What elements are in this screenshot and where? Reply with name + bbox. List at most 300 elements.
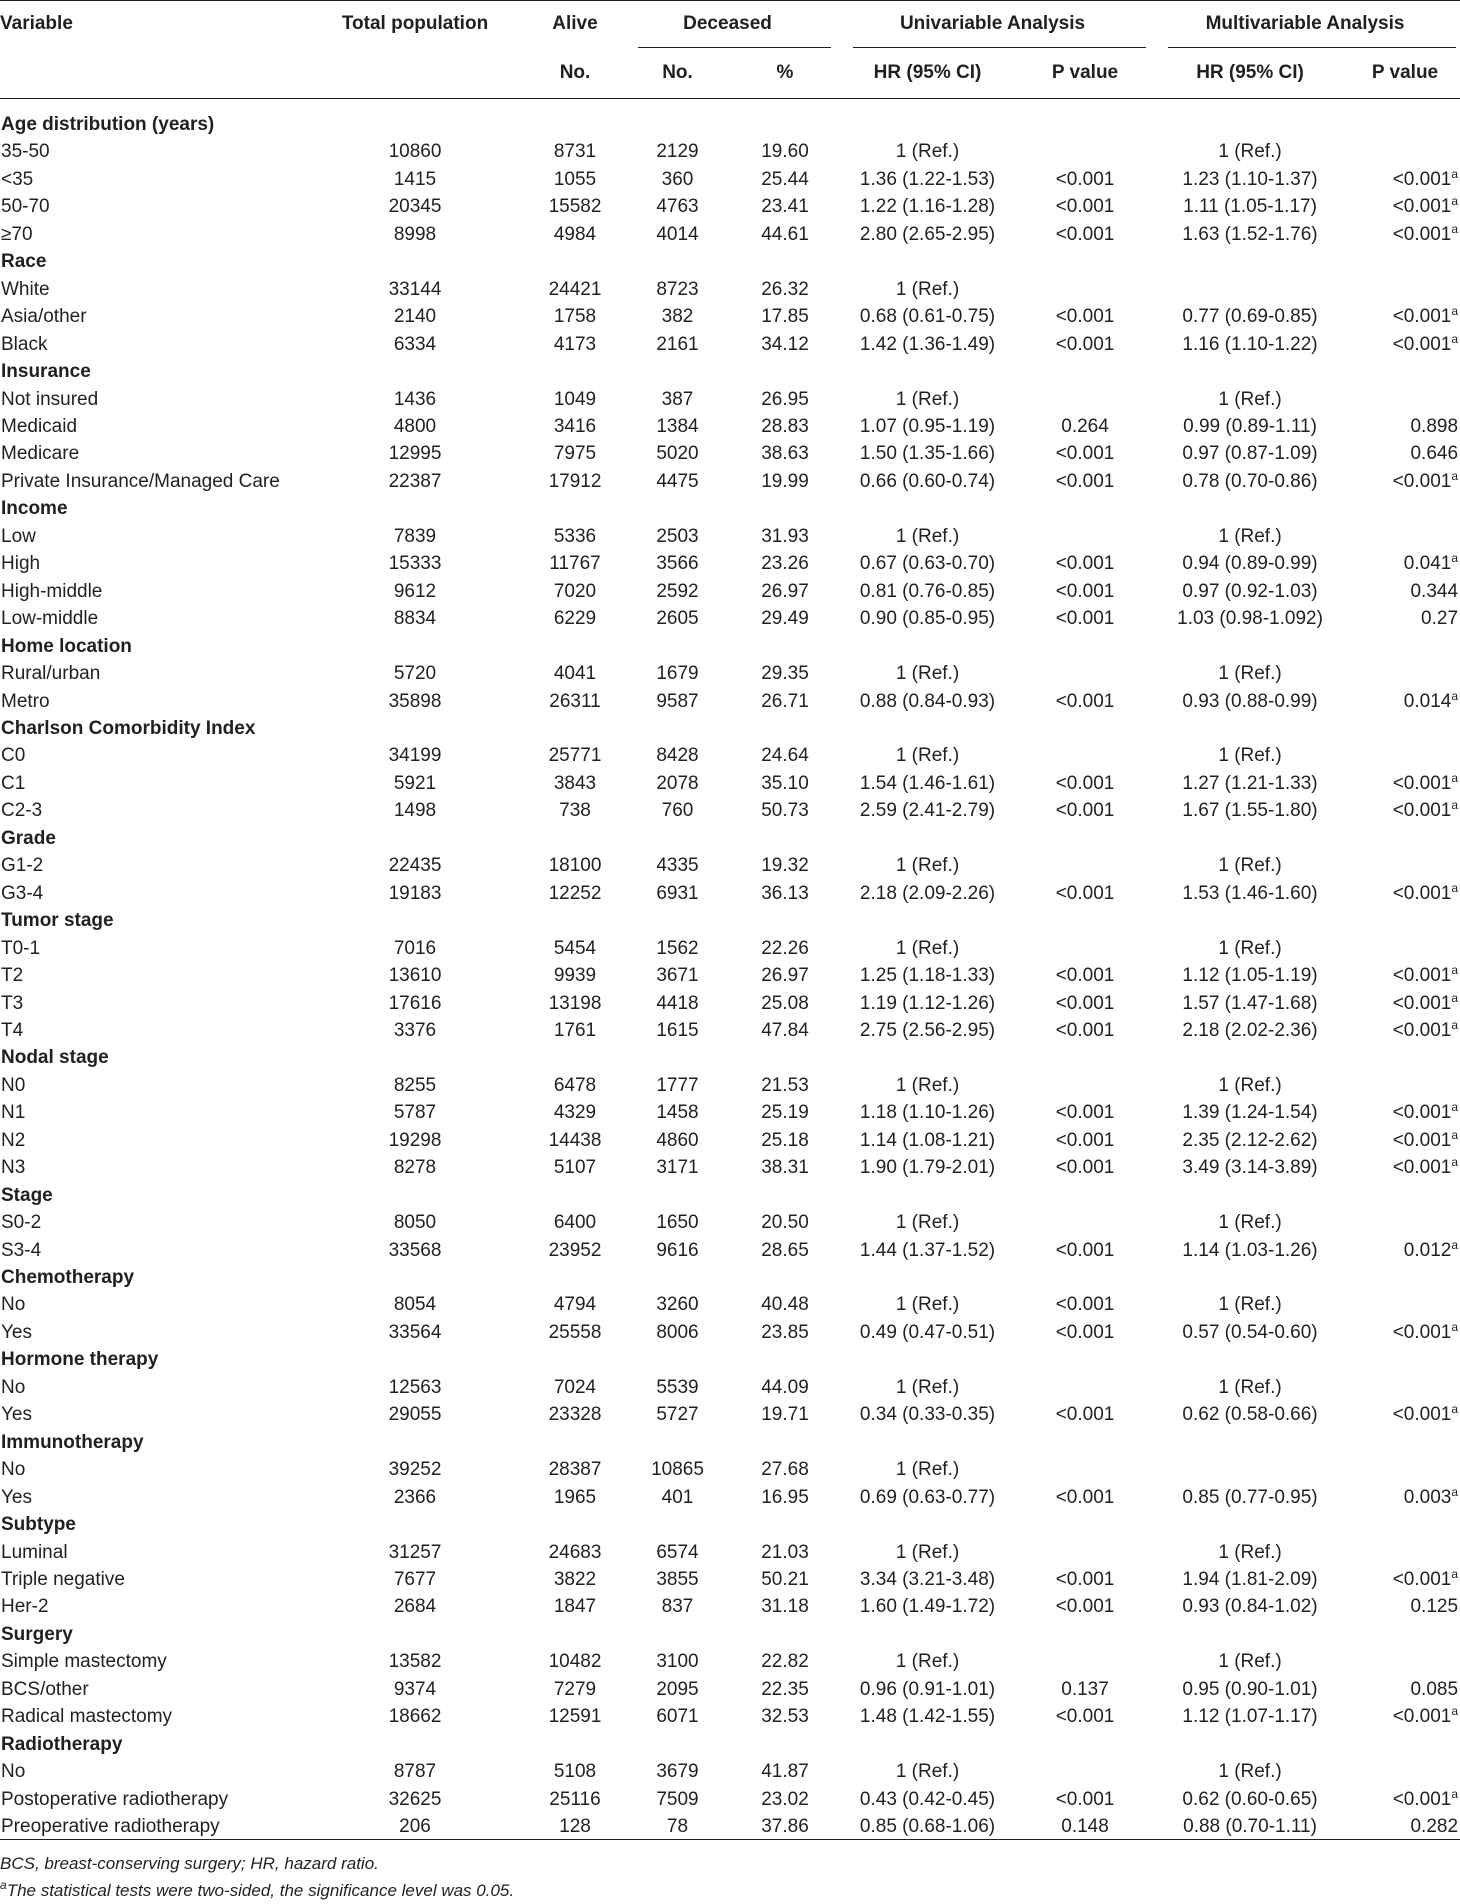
cell-multi-p	[1350, 1703, 1460, 1730]
cell-multi-p	[1350, 742, 1460, 769]
cell-variable-text: Her-2	[1, 1596, 49, 1618]
cell-uni-p	[1020, 1127, 1150, 1154]
cell-uni-p-text: <0.001	[1055, 1596, 1115, 1618]
cell-deceased-pct	[735, 523, 835, 550]
cell-multi-p	[1350, 1072, 1460, 1099]
cell-deceased-no	[620, 1127, 735, 1154]
cell-alive-no	[530, 440, 620, 467]
cell-uni-p	[1020, 1291, 1150, 1318]
cell-variable	[0, 852, 300, 879]
cell-variable	[0, 1566, 300, 1593]
significance-mark: a	[1451, 1402, 1459, 1417]
table-row	[0, 1758, 1460, 1785]
cell-uni-p	[1020, 1374, 1150, 1401]
table-row	[0, 1539, 1460, 1566]
cell-alive-no-text: 23952	[548, 1239, 602, 1261]
cell-alive-no	[530, 1484, 620, 1511]
table-row	[0, 1072, 1460, 1099]
group-label: Nodal stage	[1, 1047, 109, 1069]
cell-uni-p	[1020, 605, 1150, 632]
cell-uni-hr	[835, 1786, 1020, 1813]
cell-deceased-pct	[735, 660, 835, 687]
cell-total-text: 33568	[388, 1239, 442, 1261]
cell-multi-p-text: <0.001	[1392, 882, 1452, 904]
header-uni-p: P value	[1020, 48, 1150, 99]
group-label: Immunotherapy	[1, 1431, 144, 1453]
cell-deceased-no	[620, 138, 735, 165]
footnote-mark: a	[0, 1878, 7, 1892]
cell-deceased-pct-text: 40.48	[761, 1294, 809, 1316]
cell-uni-hr-text: 1.07 (0.95-1.19)	[859, 415, 996, 437]
cell-alive-no-text: 15582	[548, 196, 602, 218]
cell-variable-text: ≥70	[1, 223, 33, 245]
cell-deceased-pct-text: 38.63	[761, 443, 809, 465]
cell-alive-no-text: 28387	[548, 1459, 602, 1481]
cell-deceased-no	[620, 1209, 735, 1236]
cell-alive-no	[530, 1209, 620, 1236]
significance-mark: a	[1451, 990, 1459, 1005]
cell-total	[300, 990, 530, 1017]
cell-variable	[0, 413, 300, 440]
cell-total	[300, 221, 530, 248]
cell-multi-hr	[1150, 1456, 1350, 1483]
cell-uni-hr	[835, 1593, 1020, 1620]
cell-total	[300, 1291, 530, 1318]
cell-deceased-pct	[735, 1127, 835, 1154]
cell-variable-text: Metro	[1, 690, 50, 712]
cell-deceased-no-text: 4860	[656, 1129, 699, 1151]
cell-total	[300, 578, 530, 605]
cell-deceased-pct	[735, 688, 835, 715]
cell-multi-p-text: 0.125	[1410, 1596, 1459, 1618]
cell-uni-p	[1020, 1017, 1150, 1044]
cell-deceased-no	[620, 962, 735, 989]
cell-uni-p	[1020, 1154, 1150, 1181]
cell-total-text: 7839	[393, 525, 437, 547]
group-label: Income	[1, 498, 68, 520]
cell-alive-no-text: 4329	[553, 1102, 597, 1124]
cell-deceased-no-text: 1650	[656, 1212, 699, 1234]
cell-total-text: 22435	[388, 855, 442, 877]
header-deceased-pct: %	[735, 48, 835, 99]
cell-total-text: 12563	[388, 1376, 442, 1398]
cell-deceased-pct-text: 27.68	[761, 1459, 809, 1481]
table-row	[0, 440, 1460, 467]
cell-multi-p-text: <0.001	[1392, 1019, 1452, 1041]
header-multivariable	[1150, 0, 1460, 48]
cell-variable	[0, 1237, 300, 1264]
cell-variable-text: High	[1, 553, 41, 575]
deceased-underline	[638, 47, 831, 48]
cell-multi-p-text: 0.003	[1403, 1486, 1452, 1508]
cell-deceased-pct	[735, 1099, 835, 1126]
cell-total	[300, 1374, 530, 1401]
cell-multi-hr-text: 0.97 (0.92-1.03)	[1182, 580, 1318, 602]
cell-multi-hr-text: 0.93 (0.84-1.02)	[1182, 1596, 1318, 1618]
cell-multi-p-text: <0.001	[1392, 333, 1452, 355]
cell-multi-p-text: <0.001	[1392, 470, 1452, 492]
cell-uni-hr	[835, 276, 1020, 303]
cell-alive-no-text: 4794	[553, 1294, 597, 1316]
cell-multi-hr	[1150, 935, 1350, 962]
cell-uni-p-text: <0.001	[1055, 1321, 1115, 1343]
cell-deceased-no	[620, 578, 735, 605]
cell-total	[300, 440, 530, 467]
cell-deceased-no	[620, 1484, 735, 1511]
cell-total-text: 5720	[393, 663, 437, 685]
footnote-abbreviations: BCS, breast-conserving surgery; HR, hazard ratio.	[0, 1854, 379, 1873]
cell-variable-text: No	[1, 1459, 26, 1481]
cell-deceased-pct	[735, 1758, 835, 1785]
cell-variable-text: S3-4	[1, 1239, 42, 1261]
cell-deceased-pct	[735, 1676, 835, 1703]
cell-uni-p	[1020, 1319, 1150, 1346]
cell-deceased-no	[620, 1374, 735, 1401]
table-row	[0, 1154, 1460, 1181]
table-body	[0, 99, 1460, 1841]
cell-uni-hr-text: 0.43 (0.42-0.45)	[859, 1788, 996, 1810]
group-row	[0, 1621, 1460, 1648]
cell-uni-hr-text: 1 (Ref.)	[895, 1651, 960, 1673]
cell-deceased-pct	[735, 1209, 835, 1236]
cell-alive-no	[530, 468, 620, 495]
cell-uni-hr	[835, 852, 1020, 879]
cell-deceased-no-text: 4335	[656, 855, 699, 877]
cell-uni-p-text: <0.001	[1055, 690, 1115, 712]
cell-alive-no-text: 12591	[548, 1706, 602, 1728]
cell-uni-hr	[835, 1676, 1020, 1703]
cell-alive-no-text: 1761	[553, 1019, 597, 1041]
cell-deceased-pct-text: 28.65	[761, 1239, 809, 1261]
cell-deceased-no-text: 4763	[656, 196, 699, 218]
table-row	[0, 770, 1460, 797]
cell-total-text: 17616	[388, 992, 442, 1014]
cell-multi-p-text: 0.014	[1403, 690, 1452, 712]
cell-multi-hr	[1150, 742, 1350, 769]
cell-alive-no-text: 9939	[553, 965, 597, 987]
cell-multi-hr-text: 0.94 (0.89-0.99)	[1182, 553, 1318, 575]
cell-deceased-pct	[735, 138, 835, 165]
cell-variable-text: White	[1, 278, 50, 300]
cell-variable-text: Preoperative radiotherapy	[1, 1816, 220, 1838]
cell-deceased-pct-text: 23.85	[761, 1321, 809, 1343]
cell-uni-hr	[835, 797, 1020, 824]
cell-uni-hr-text: 2.75 (2.56-2.95)	[859, 1019, 996, 1041]
header-empty-variable	[0, 48, 300, 99]
cell-total	[300, 1758, 530, 1785]
cell-multi-p-text: <0.001	[1392, 1102, 1452, 1124]
cell-uni-p	[1020, 276, 1150, 303]
cell-alive-no-text: 7975	[553, 443, 597, 465]
cell-alive-no	[530, 1127, 620, 1154]
cell-variable	[0, 1291, 300, 1318]
cell-variable	[0, 523, 300, 550]
header-multi-hr: HR (95% CI)	[1150, 48, 1350, 99]
cell-multi-hr-text: 1 (Ref.)	[1218, 745, 1282, 767]
table-row	[0, 1209, 1460, 1236]
cell-uni-hr-text: 1 (Ref.)	[895, 278, 960, 300]
cell-variable	[0, 138, 300, 165]
cell-multi-p	[1350, 1813, 1460, 1840]
cell-deceased-pct-text: 23.26	[761, 553, 809, 575]
cell-alive-no-text: 3843	[553, 772, 597, 794]
cell-multi-hr	[1150, 1374, 1350, 1401]
cell-deceased-pct	[735, 962, 835, 989]
table-row	[0, 386, 1460, 413]
cell-total	[300, 138, 530, 165]
cell-uni-p	[1020, 468, 1150, 495]
header-variable: Variable	[0, 13, 73, 34]
group-row	[0, 907, 1460, 934]
cell-deceased-pct	[735, 1648, 835, 1675]
table-row	[0, 166, 1460, 193]
cell-multi-hr-text: 1.11 (1.05-1.17)	[1183, 196, 1317, 218]
cell-uni-p	[1020, 660, 1150, 687]
cell-alive-no-text: 14438	[548, 1129, 602, 1151]
cell-alive-no	[530, 1374, 620, 1401]
cell-variable-text: Yes	[1, 1321, 32, 1343]
cell-deceased-pct-text: 26.95	[761, 388, 809, 410]
cell-total-text: 33144	[388, 278, 442, 300]
cell-multi-p	[1350, 1676, 1460, 1703]
cell-deceased-no-text: 837	[661, 1596, 694, 1618]
cell-alive-no-text: 26311	[549, 690, 601, 712]
cell-variable-text: No	[1, 1761, 26, 1783]
cell-deceased-no-text: 3566	[656, 553, 699, 575]
cell-variable	[0, 880, 300, 907]
group-label: Charlson Comorbidity Index	[1, 717, 256, 739]
cell-variable-text: N2	[1, 1129, 26, 1151]
cell-uni-hr-text: 1 (Ref.)	[895, 525, 960, 547]
cell-variable	[0, 1127, 300, 1154]
cell-variable-text: Black	[1, 333, 48, 355]
cell-multi-hr	[1150, 1703, 1350, 1730]
cell-uni-hr	[835, 1154, 1020, 1181]
table-row	[0, 660, 1460, 687]
cell-total-text: 3376	[393, 1019, 437, 1041]
cell-multi-hr	[1150, 1017, 1350, 1044]
cell-multi-p	[1350, 1154, 1460, 1181]
cell-variable-text: Private Insurance/Managed Care	[1, 470, 280, 492]
cell-uni-hr	[835, 1401, 1020, 1428]
cell-total	[300, 935, 530, 962]
cell-total	[300, 1127, 530, 1154]
cell-alive-no	[530, 276, 620, 303]
cell-alive-no	[530, 193, 620, 220]
group-row	[0, 1429, 1460, 1456]
cell-alive-no	[530, 688, 620, 715]
cell-deceased-pct-text: 26.71	[761, 690, 809, 712]
cell-uni-p	[1020, 386, 1150, 413]
cell-multi-hr-text: 1.14 (1.03-1.26)	[1182, 1239, 1318, 1261]
cell-variable-text: Medicare	[1, 443, 80, 465]
cell-variable	[0, 797, 300, 824]
cell-deceased-no	[620, 1676, 735, 1703]
cell-uni-p	[1020, 1813, 1150, 1840]
cell-uni-hr-text: 1 (Ref.)	[895, 1541, 960, 1563]
cell-variable-text: N1	[1, 1102, 26, 1124]
cell-total	[300, 1017, 530, 1044]
cell-multi-p	[1350, 221, 1460, 248]
cell-uni-p	[1020, 797, 1150, 824]
cell-alive-no	[530, 935, 620, 962]
significance-mark: a	[1451, 468, 1459, 483]
header-alive-no: No.	[530, 48, 620, 99]
cell-variable	[0, 1374, 300, 1401]
cell-multi-hr-text: 0.99 (0.89-1.11)	[1183, 415, 1317, 437]
cell-deceased-pct-text: 31.93	[761, 525, 809, 547]
header-uni-hr: HR (95% CI)	[835, 48, 1020, 99]
cell-variable	[0, 468, 300, 495]
cell-uni-hr-text: 1 (Ref.)	[895, 1376, 960, 1398]
cell-deceased-no-text: 2503	[656, 525, 699, 547]
cell-uni-p-text: <0.001	[1055, 1706, 1115, 1728]
cell-uni-p-text: <0.001	[1055, 1486, 1115, 1508]
cell-deceased-pct	[735, 1813, 835, 1840]
cell-alive-no	[530, 1154, 620, 1181]
cell-multi-hr-text: 2.18 (2.02-2.36)	[1182, 1019, 1318, 1041]
table-row	[0, 1291, 1460, 1318]
cell-multi-p	[1350, 1319, 1460, 1346]
cell-deceased-pct-text: 29.49	[761, 608, 809, 630]
significance-mark: a	[1451, 798, 1459, 813]
cell-alive-no	[530, 1237, 620, 1264]
significance-mark: a	[1451, 1484, 1459, 1499]
cell-deceased-pct-text: 25.08	[761, 992, 809, 1014]
cell-alive-no	[530, 1758, 620, 1785]
cell-deceased-no	[620, 1593, 735, 1620]
cell-multi-hr	[1150, 1401, 1350, 1428]
cell-multi-p-text: 0.27	[1421, 608, 1459, 630]
cell-deceased-pct-text: 35.10	[761, 772, 809, 794]
cell-multi-p	[1350, 880, 1460, 907]
cell-deceased-pct-text: 25.19	[761, 1102, 809, 1124]
cell-deceased-pct	[735, 1593, 835, 1620]
cell-alive-no-text: 128	[559, 1816, 591, 1838]
cell-deceased-pct	[735, 1456, 835, 1483]
cell-alive-no-text: 4984	[553, 223, 597, 245]
cell-variable	[0, 1456, 300, 1483]
cell-total-text: 20345	[388, 196, 442, 218]
cell-variable-text: G1-2	[1, 855, 44, 877]
cell-variable-text: Simple mastectomy	[1, 1651, 167, 1673]
cell-deceased-pct	[735, 440, 835, 467]
cell-multi-hr-text: 1 (Ref.)	[1218, 1376, 1282, 1398]
cell-alive-no-text: 25558	[548, 1321, 602, 1343]
cell-variable	[0, 1813, 300, 1840]
cell-uni-p	[1020, 303, 1150, 330]
cell-deceased-pct	[735, 1319, 835, 1346]
cell-multi-hr-text: 1 (Ref.)	[1218, 1294, 1282, 1316]
group-label: Age distribution (years)	[1, 114, 215, 135]
table-row	[0, 1401, 1460, 1428]
cell-alive-no	[530, 221, 620, 248]
cell-uni-hr	[835, 660, 1020, 687]
cell-deceased-no	[620, 276, 735, 303]
cell-deceased-no	[620, 797, 735, 824]
cell-multi-p	[1350, 1209, 1460, 1236]
cell-deceased-no	[620, 468, 735, 495]
cell-deceased-no-text: 6574	[656, 1541, 699, 1563]
table-row	[0, 1786, 1460, 1813]
cell-variable	[0, 1786, 300, 1813]
cell-uni-hr-text: 1 (Ref.)	[895, 1294, 960, 1316]
cell-deceased-pct-text: 19.60	[761, 141, 809, 163]
cell-multi-hr-text: 0.77 (0.69-0.85)	[1182, 306, 1318, 328]
cell-uni-p	[1020, 1237, 1150, 1264]
cell-deceased-no-text: 2592	[656, 580, 699, 602]
cell-uni-hr-text: 0.85 (0.68-1.06)	[859, 1816, 996, 1838]
cell-uni-hr	[835, 770, 1020, 797]
cell-alive-no	[530, 1291, 620, 1318]
cell-alive-no	[530, 1813, 620, 1840]
cell-multi-hr	[1150, 276, 1350, 303]
cell-multi-hr	[1150, 468, 1350, 495]
multivariable-underline	[1168, 47, 1456, 48]
cell-uni-hr-text: 1 (Ref.)	[895, 663, 960, 685]
cell-alive-no-text: 24421	[548, 278, 602, 300]
cell-alive-no	[530, 1401, 620, 1428]
cell-uni-hr	[835, 1127, 1020, 1154]
cell-deceased-no	[620, 523, 735, 550]
group-label: Tumor stage	[1, 910, 114, 932]
cell-deceased-no	[620, 935, 735, 962]
cell-uni-p-text: <0.001	[1055, 580, 1115, 602]
cell-total-text: 13582	[388, 1651, 442, 1673]
cell-uni-p-text: <0.001	[1055, 196, 1115, 218]
cell-uni-hr	[835, 605, 1020, 632]
cell-total-text: 39252	[388, 1459, 442, 1481]
cell-multi-hr-text: 1.57 (1.47-1.68)	[1182, 992, 1318, 1014]
cell-total-text: 2366	[393, 1486, 437, 1508]
cell-multi-p-text: <0.001	[1392, 1321, 1452, 1343]
cell-alive-no-text: 3416	[553, 415, 597, 437]
cell-multi-p-text: 0.898	[1410, 415, 1459, 437]
cell-uni-hr-text: 1.60 (1.49-1.72)	[859, 1596, 996, 1618]
cell-deceased-pct	[735, 303, 835, 330]
cell-multi-hr-text: 1.94 (1.81-2.09)	[1182, 1569, 1318, 1591]
cell-uni-hr	[835, 1072, 1020, 1099]
cell-variable-text: Low-middle	[1, 608, 99, 630]
cell-multi-p	[1350, 990, 1460, 1017]
cell-total	[300, 550, 530, 577]
cell-multi-p	[1350, 1017, 1460, 1044]
cell-alive-no	[530, 770, 620, 797]
cell-deceased-pct	[735, 1072, 835, 1099]
cell-multi-hr	[1150, 660, 1350, 687]
cell-uni-p	[1020, 1703, 1150, 1730]
cell-multi-p-text: <0.001	[1392, 772, 1452, 794]
cell-deceased-no-text: 1384	[656, 415, 699, 437]
cell-total	[300, 276, 530, 303]
cell-deceased-pct	[735, 1374, 835, 1401]
cell-alive-no	[530, 962, 620, 989]
cell-uni-p-text: <0.001	[1055, 772, 1115, 794]
cell-multi-hr	[1150, 1237, 1350, 1264]
table-row	[0, 742, 1460, 769]
group-label: Grade	[1, 827, 56, 849]
cell-variable-text: G3-4	[1, 882, 44, 904]
cell-variable	[0, 166, 300, 193]
cell-multi-hr	[1150, 1676, 1350, 1703]
group-row	[0, 248, 1460, 275]
cell-alive-no	[530, 1786, 620, 1813]
table-header	[0, 0, 1460, 99]
cell-alive-no	[530, 742, 620, 769]
cell-uni-p	[1020, 1484, 1150, 1511]
cell-uni-p	[1020, 331, 1150, 358]
cell-variable-text: Not insured	[1, 388, 99, 410]
